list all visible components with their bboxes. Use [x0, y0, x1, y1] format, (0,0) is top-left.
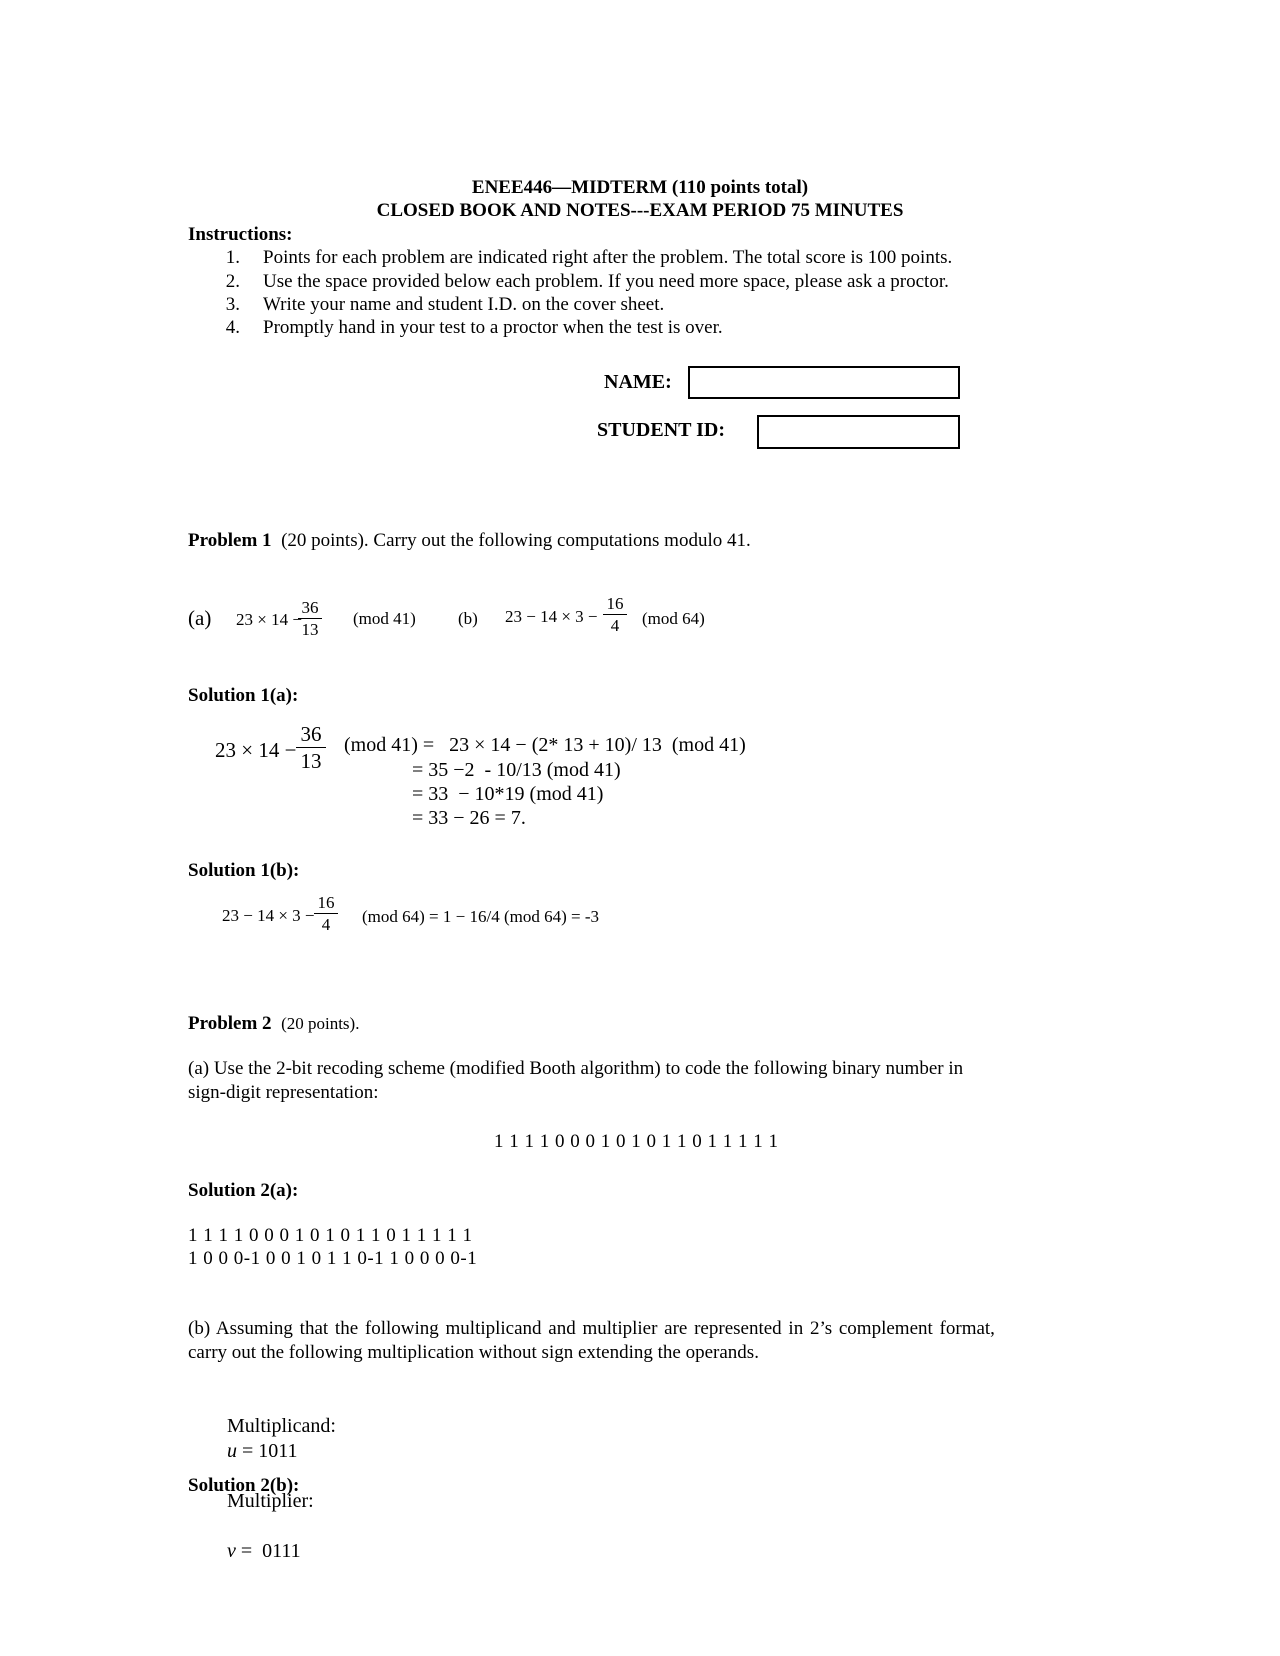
- problem-1-text: (20 points). Carry out the following computations modulo 41.: [281, 530, 751, 551]
- problem-1a-modulus: (mod 41): [353, 609, 416, 628]
- name-field[interactable]: [688, 366, 960, 399]
- solution-2a-recoded: 1 0 0 0-1 0 0 1 0 1 1 0-1 1 0 0 0 0-1: [188, 1248, 478, 1269]
- multiplier-value: = 0111: [235, 1540, 301, 1562]
- instruction-text: Use the space provided below each problem. If you need more space, please ask a proctor.: [263, 271, 949, 292]
- solution-1a-step-1: (mod 41) = 23 × 14 − (2* 13 + 10)/ 13 (mod 41): [344, 734, 746, 756]
- instruction-text: Promptly hand in your test to a proctor when the test is over.: [263, 317, 723, 338]
- solution-1a-fraction: [296, 721, 326, 775]
- solution-1b-label: Solution 1(b):: [188, 860, 300, 881]
- problem-1b-expression: 23 − 14 × 3 −: [505, 607, 598, 626]
- solution-1b-expression: 23 − 14 × 3 −: [222, 906, 315, 925]
- fraction-numerator: 16: [317, 893, 335, 912]
- problem-2a-text-line-2: sign-digit representation:: [188, 1082, 379, 1103]
- multiplicand-variable: u: [227, 1440, 237, 1462]
- solution-1b-result: (mod 64) = 1 − 16/4 (mod 64) = -3: [362, 907, 599, 926]
- problem-1a-label: (a): [188, 606, 212, 630]
- fraction-numerator: 36: [301, 598, 319, 617]
- problem-2a-binary-number: 1 1 1 1 0 0 0 1 0 1 0 1 1 0 1 1 1 1 1: [494, 1131, 779, 1152]
- solution-2b-label: Solution 2(b):: [188, 1475, 300, 1496]
- multiplier-label: Multiplier:: [227, 1490, 314, 1512]
- multiplicand-value: = 1011: [237, 1440, 298, 1462]
- fraction-numerator: 16: [606, 594, 624, 613]
- solution-1a-label: Solution 1(a):: [188, 685, 299, 706]
- multiplier-variable: v: [227, 1540, 236, 1562]
- problem-2-statement: [188, 1012, 359, 1036]
- fraction-numerator: 36: [300, 722, 322, 746]
- instruction-number: 1.: [225, 247, 240, 268]
- solution-1a-step-2: = 35 −2 - 10/13 (mod 41): [412, 759, 621, 781]
- instruction-number: 4.: [225, 317, 240, 338]
- exam-subtitle: CLOSED BOOK AND NOTES---EXAM PERIOD 75 MINUTES: [376, 200, 904, 221]
- instruction-number: 2.: [225, 271, 240, 292]
- problem-2-label: Problem 2: [188, 1013, 272, 1034]
- fraction-denominator: 4: [314, 913, 338, 935]
- problem-1-label: Problem 1: [188, 530, 272, 551]
- fraction-denominator: 4: [603, 614, 627, 636]
- problem-1a-expression: 23 × 14 −: [236, 610, 302, 629]
- student-id-label: STUDENT ID:: [597, 419, 725, 441]
- solution-2a-label: Solution 2(a):: [188, 1180, 299, 1201]
- instruction-text: Write your name and student I.D. on the cover sheet.: [263, 294, 665, 315]
- solution-1b-fraction: [314, 892, 338, 936]
- solution-2a-binary: 1 1 1 1 0 0 0 1 0 1 0 1 1 0 1 1 1 1 1: [188, 1225, 473, 1246]
- solution-1a-step-4: = 33 − 26 = 7.: [412, 807, 526, 829]
- name-label: NAME:: [604, 371, 672, 393]
- problem-1b-modulus: (mod 64): [642, 609, 705, 628]
- problem-2b-text-line-2: carry out the following multiplication without sign extending the operands.: [188, 1342, 759, 1363]
- problem-2-points: (20 points).: [281, 1014, 360, 1033]
- problem-1b-label: (b): [458, 609, 478, 628]
- problem-2a-text-line-1: (a) Use the 2-bit recoding scheme (modified Booth algorithm) to code the following binary number in: [188, 1058, 964, 1079]
- problem-1-statement: [188, 529, 751, 553]
- solution-1a-step-3: = 33 − 10*19 (mod 41): [412, 783, 604, 805]
- problem-1b-fraction: [603, 593, 627, 637]
- instruction-number: 3.: [225, 294, 240, 315]
- student-id-field[interactable]: [757, 415, 960, 449]
- exam-title: ENEE446—MIDTERM (110 points total): [471, 177, 809, 198]
- solution-1a-expression: 23 × 14 −: [215, 738, 297, 762]
- problem-1a-fraction: [298, 597, 322, 641]
- instructions-heading: Instructions:: [188, 224, 293, 245]
- instruction-text: Points for each problem are indicated right after the problem. The total score is 100 points.: [263, 247, 953, 268]
- fraction-denominator: 13: [296, 747, 326, 774]
- problem-2b-text-line-1: (b) Assuming that the following multiplicand and multiplier are represented in 2’s complement format,: [188, 1318, 995, 1339]
- multiplicand-label: Multiplicand:: [227, 1415, 336, 1437]
- fraction-denominator: 13: [298, 618, 322, 640]
